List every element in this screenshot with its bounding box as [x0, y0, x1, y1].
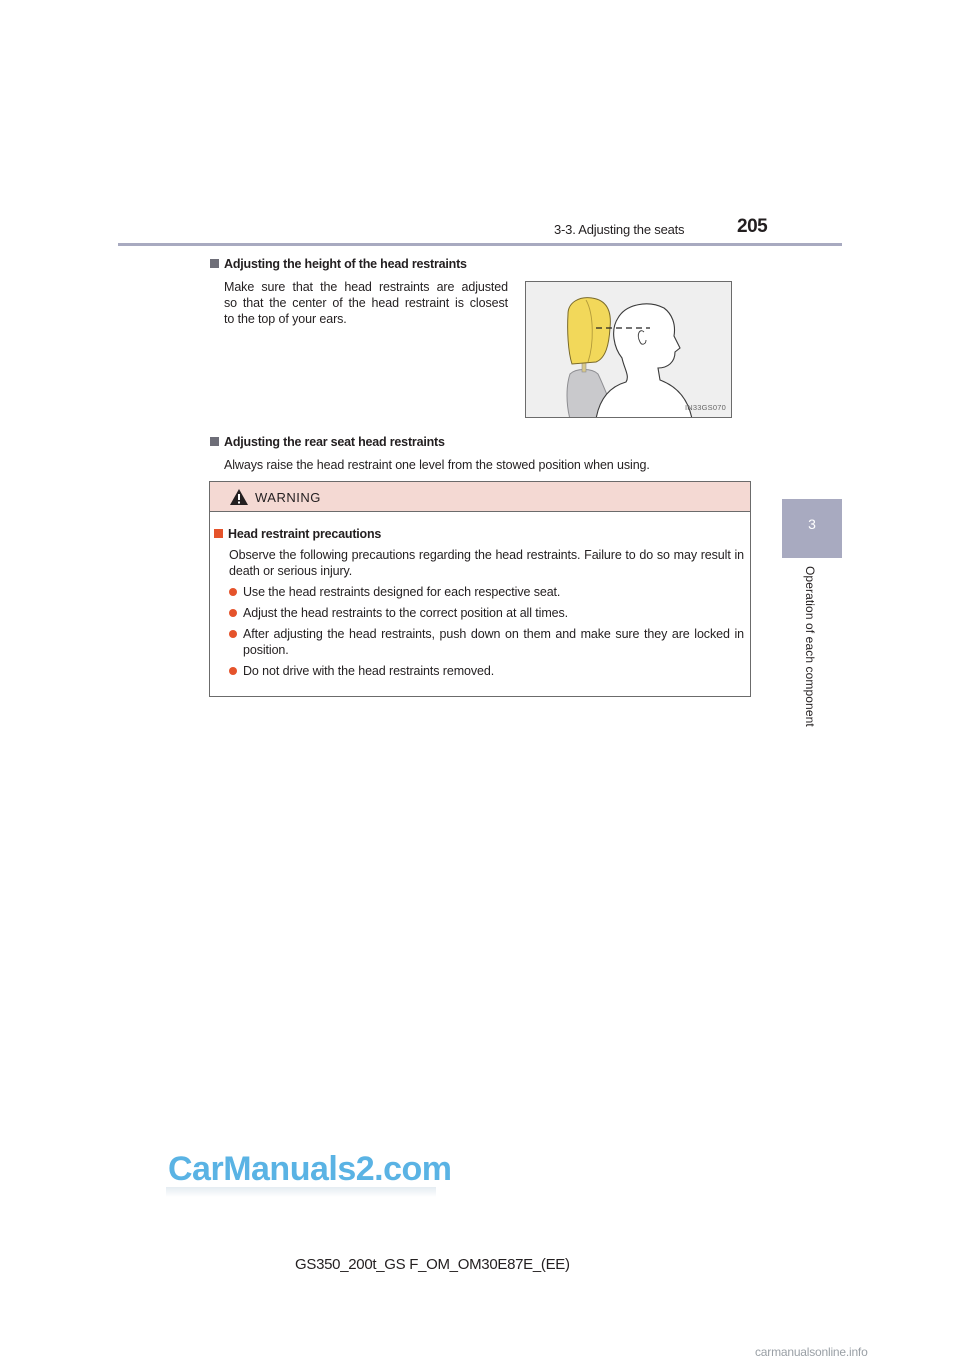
square-bullet-icon — [214, 529, 223, 538]
round-bullet-icon — [229, 630, 237, 638]
section-heading-height — [210, 257, 467, 271]
document-code: GS350_200t_GS F_OM_OM30E87E_(EE) — [295, 1256, 570, 1273]
chapter-tab — [782, 499, 842, 558]
square-bullet-icon — [210, 437, 219, 446]
warning-bullet-text: Use the head restraints designed for each respective seat. — [243, 585, 561, 599]
warning-bullet — [229, 605, 744, 621]
warning-bullet — [229, 663, 744, 679]
round-bullet-icon — [229, 667, 237, 675]
warning-bullet-text: Do not drive with the head restraints removed. — [243, 664, 495, 678]
warning-bullet — [229, 626, 744, 658]
chapter-label: Operation of each component — [803, 566, 817, 727]
round-bullet-icon — [229, 609, 237, 617]
warning-bullet-text: After adjusting the head restraints, push down on them and make sure they are locked in position. — [243, 627, 744, 657]
site-footer: carmanualsonline.info — [755, 1345, 868, 1358]
section-title: 3-3. Adjusting the seats — [554, 222, 685, 237]
section-heading-text: Adjusting the rear seat head restraints — [224, 435, 445, 449]
warning-heading-text: Head restraint precautions — [228, 527, 382, 541]
warning-title: WARNING — [255, 490, 321, 505]
warning-text: Observe the following precautions regarding the head restraints. Failure to do so may result in death or serious injury. — [229, 548, 744, 578]
round-bullet-icon — [229, 588, 237, 596]
warning-header — [210, 482, 750, 512]
warning-triangle-icon — [229, 488, 249, 506]
section-text-rear: Always raise the head restraint one level from the stowed position when using. — [224, 458, 650, 472]
warning-bullet — [229, 584, 744, 600]
chapter-number: 3 — [808, 516, 816, 532]
warning-box — [209, 481, 751, 697]
warning-heading — [214, 527, 381, 541]
section-heading-text: Adjusting the height of the head restraints — [224, 257, 467, 271]
figure-code: IN33GS070 — [685, 403, 726, 412]
text-line: to the top of your ears. — [224, 312, 347, 326]
warning-bullet-text: Adjust the head restraints to the correct position at all times. — [243, 606, 569, 620]
square-bullet-icon — [210, 259, 219, 268]
head-restraint-illustration — [526, 282, 732, 418]
section-heading-rear — [210, 435, 445, 449]
page-number: 205 — [737, 216, 768, 237]
head-restraint-figure — [525, 281, 732, 418]
header-rule — [118, 243, 842, 246]
section-text-height — [224, 279, 508, 327]
watermark-logo: CarManuals2.com — [168, 1150, 452, 1188]
text-line: so that the center of the head restraint is closest — [224, 296, 508, 310]
text-line: Make sure that the head restraints are adjusted — [224, 280, 508, 294]
